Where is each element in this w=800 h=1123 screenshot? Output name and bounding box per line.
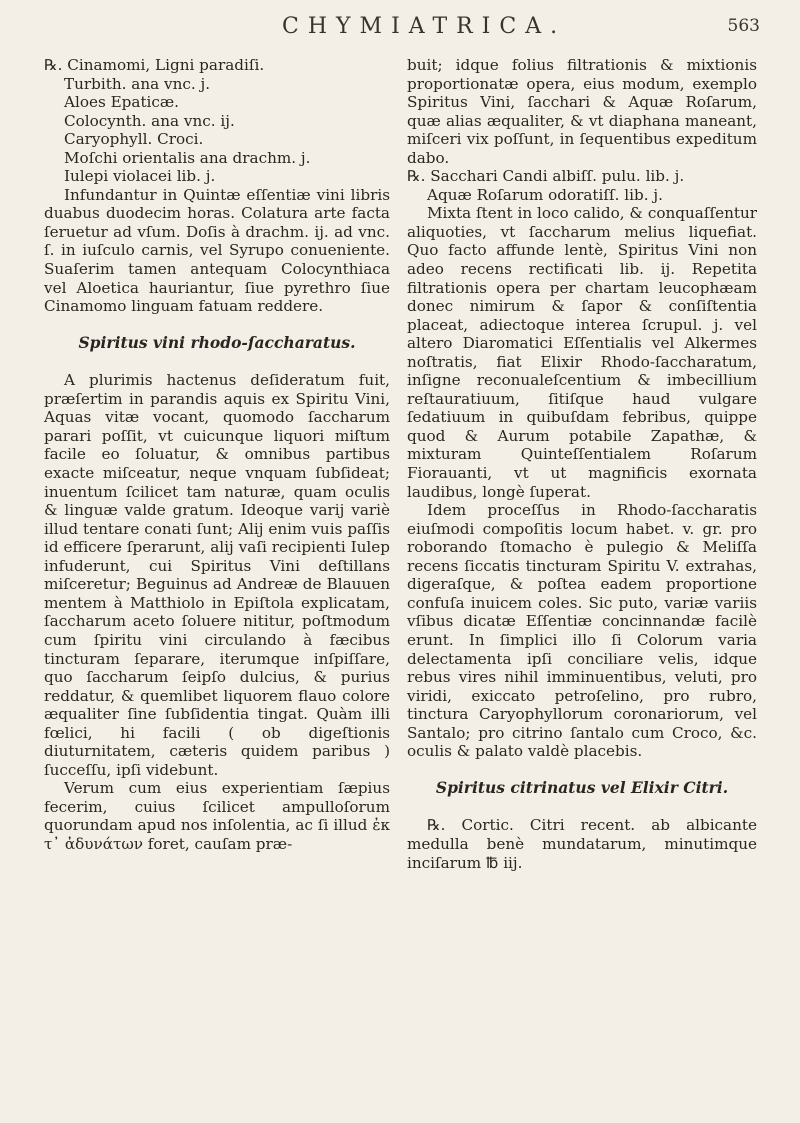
section-heading: Spiritus vini rhodo-ſaccharatus. (78, 333, 356, 353)
ingredient-line: Caryophyll. Croci. (64, 130, 204, 149)
running-header (282, 14, 760, 44)
ingredient-line: Iulepi violacei lib. j. (64, 167, 216, 186)
body-paragraph: Verum cum eius experientiam ſæpius fecerim, cuius ſcilicet ampulloſorum quorundam apud nos inſolentia, ac ſi illud ἐκ τ᾽ ἀδυνάτων foret, cauſam præ- (44, 779, 390, 853)
body-paragraph: buit; idque folius filtrationis & mixtionis proportionatæ opera, eius modum, exemplo Spiritus Vini, ſacchari & Aquæ Roſarum, quæ alias æqualiter, & vt diaphana maneant, miſceri vix poſſunt, in ſequentibus expeditum dabo. (407, 56, 757, 167)
left-column (44, 56, 390, 854)
page-number: 563 (727, 16, 760, 36)
body-paragraph: Infundantur in Quintæ eſſentiæ vini libris duabus duodecim horas. Colatura arte facta ſeruetur ad vſum. Doſis à drachm. ij. ad vnc. ſ. in iuſculo carnis, vel Syrupo conueniente. Suaſerim tamen antequam Colocynthiaca vel Aloetica hauriantur, ſiue pyrethro ſiue Cinamomo linguam fatuam reddere. (44, 185, 390, 316)
ingredient-line: Moſchi orientalis ana drachm. j. (64, 148, 311, 167)
ingredient-line: Aquæ Roſarum odoratiſſ. lib. j. (427, 185, 663, 204)
body-paragraph: ℞. Cortic. Citri recent. ab albicante medulla benè mundatarum, minutimque inciſarum ℔ iij. (407, 816, 757, 872)
recipe-line: ℞. Sacchari Candi albiſſ. pulu. lib. j. (407, 167, 685, 186)
recipe-line: ℞. Cinamomi, Ligni paradiſi. (44, 56, 265, 74)
body-paragraph: Mixta ſtent in loco calido, & conquaſſentur aliquoties, vt ſaccharum melius liquefiat. Quo facto affunde lentè, Spiritus Vini non adeo recens rectificati lib. ij. Repetita filtrationis opera per chartam leucophæam donec nimirum & ſapor & conſiſtentia placeat, adiectoque interea ſcrupul. j. vel altero Diaromatici Eſſentialis vel Alkermes noſtratis, fiat Elixir Rhodo-ſaccharatum, inſigne reconualeſcentium & imbecillium reſtauratiuum, ſitiſque haud vulgare ſedatiuum in quibuſdam febribus, quippe quod & Aurum potabile Zapathæ, & mixturam Quinteſſentialem Roſarum Fiorauanti, vt ut magnificis exornata laudibus, longè ſuperat. (407, 204, 757, 501)
body-paragraph: Idem proceſſus in Rhodo-ſaccharatis eiuſmodi compoſitis locum habet. v. gr. pro roborando ſtomacho è pulegio & Meliſſa recens ſiccatis tincturam Spiritu V. extrahas, digeraſque, & poſtea eadem proportione confuſa inuicem coles. Sic puto, variæ variis vſibus dicatæ Eſſentiæ concinnandæ facilè erunt. In ſimplici illo ſi Colorum varia delectamenta ipſi conciliare velis, idque rebus vires nihil imminuentibus, veluti, pro viridi, exiccato petroſelino, pro rubro, tinctura Caryophyllorum coronariorum, vel Santalo; pro citrino ſantalo cum Croco, &c. oculis & palato valdè placebis. (407, 501, 757, 761)
paragraph-gap (44, 316, 390, 335)
right-column (407, 56, 757, 872)
paragraph-gap (44, 353, 390, 372)
ingredient-line: Colocynth. ana vnc. ij. (64, 111, 235, 130)
ingredient-line: Aloes Epaticæ. (64, 93, 180, 112)
running-title: CHYMIATRICA. (282, 14, 567, 39)
paragraph-gap (407, 761, 757, 780)
section-heading: Spiritus citrinatus vel Elixir Citri. (435, 778, 729, 798)
paragraph-gap (407, 798, 757, 817)
body-paragraph: A plurimis hactenus deſideratum fuit, præſertim in parandis aquis ex Spiritu Vini, Aquas vitæ vocant, quomodo ſaccharum parari poſſit, vt cuicunque liquori miſtum facile eo ſoluatur, & omnibus partibus exacte miſceatur, neque vnquam ſubſideat; inuentum ſcilicet tam naturæ, quam oculis & linguæ valde gratum. Ideoque varij variè illud tentare conati ſunt; Alij enim vuis paſſis id efficere ſperarunt, alij vaſi recipienti Iulep infuderunt, cui Spiritus Vini deſtillans miſceretur; Beguinus ad Andreæ de Blauuen mentem à Matthiolo in Epiſtola explicatam, ſaccharum aceto ſoluere nititur, poſtmodum cum ſpiritu vini circulando à fæcibus tincturam ſeparare, iterumque inſpiſſare, quo ſaccharum ſeipſo dulcius, & purius reddatur, & quemlibet liquorem flauo colore æqualiter ſine ſubſidentia tingat. Quàm illi fœlici, hi facili ( ob digeſtionis diuturnitatem, cæteris quidem paribus ) ſucceſſu, ipſi videbunt. (44, 371, 390, 779)
ingredient-line: Turbith. ana vnc. j. (64, 74, 211, 93)
